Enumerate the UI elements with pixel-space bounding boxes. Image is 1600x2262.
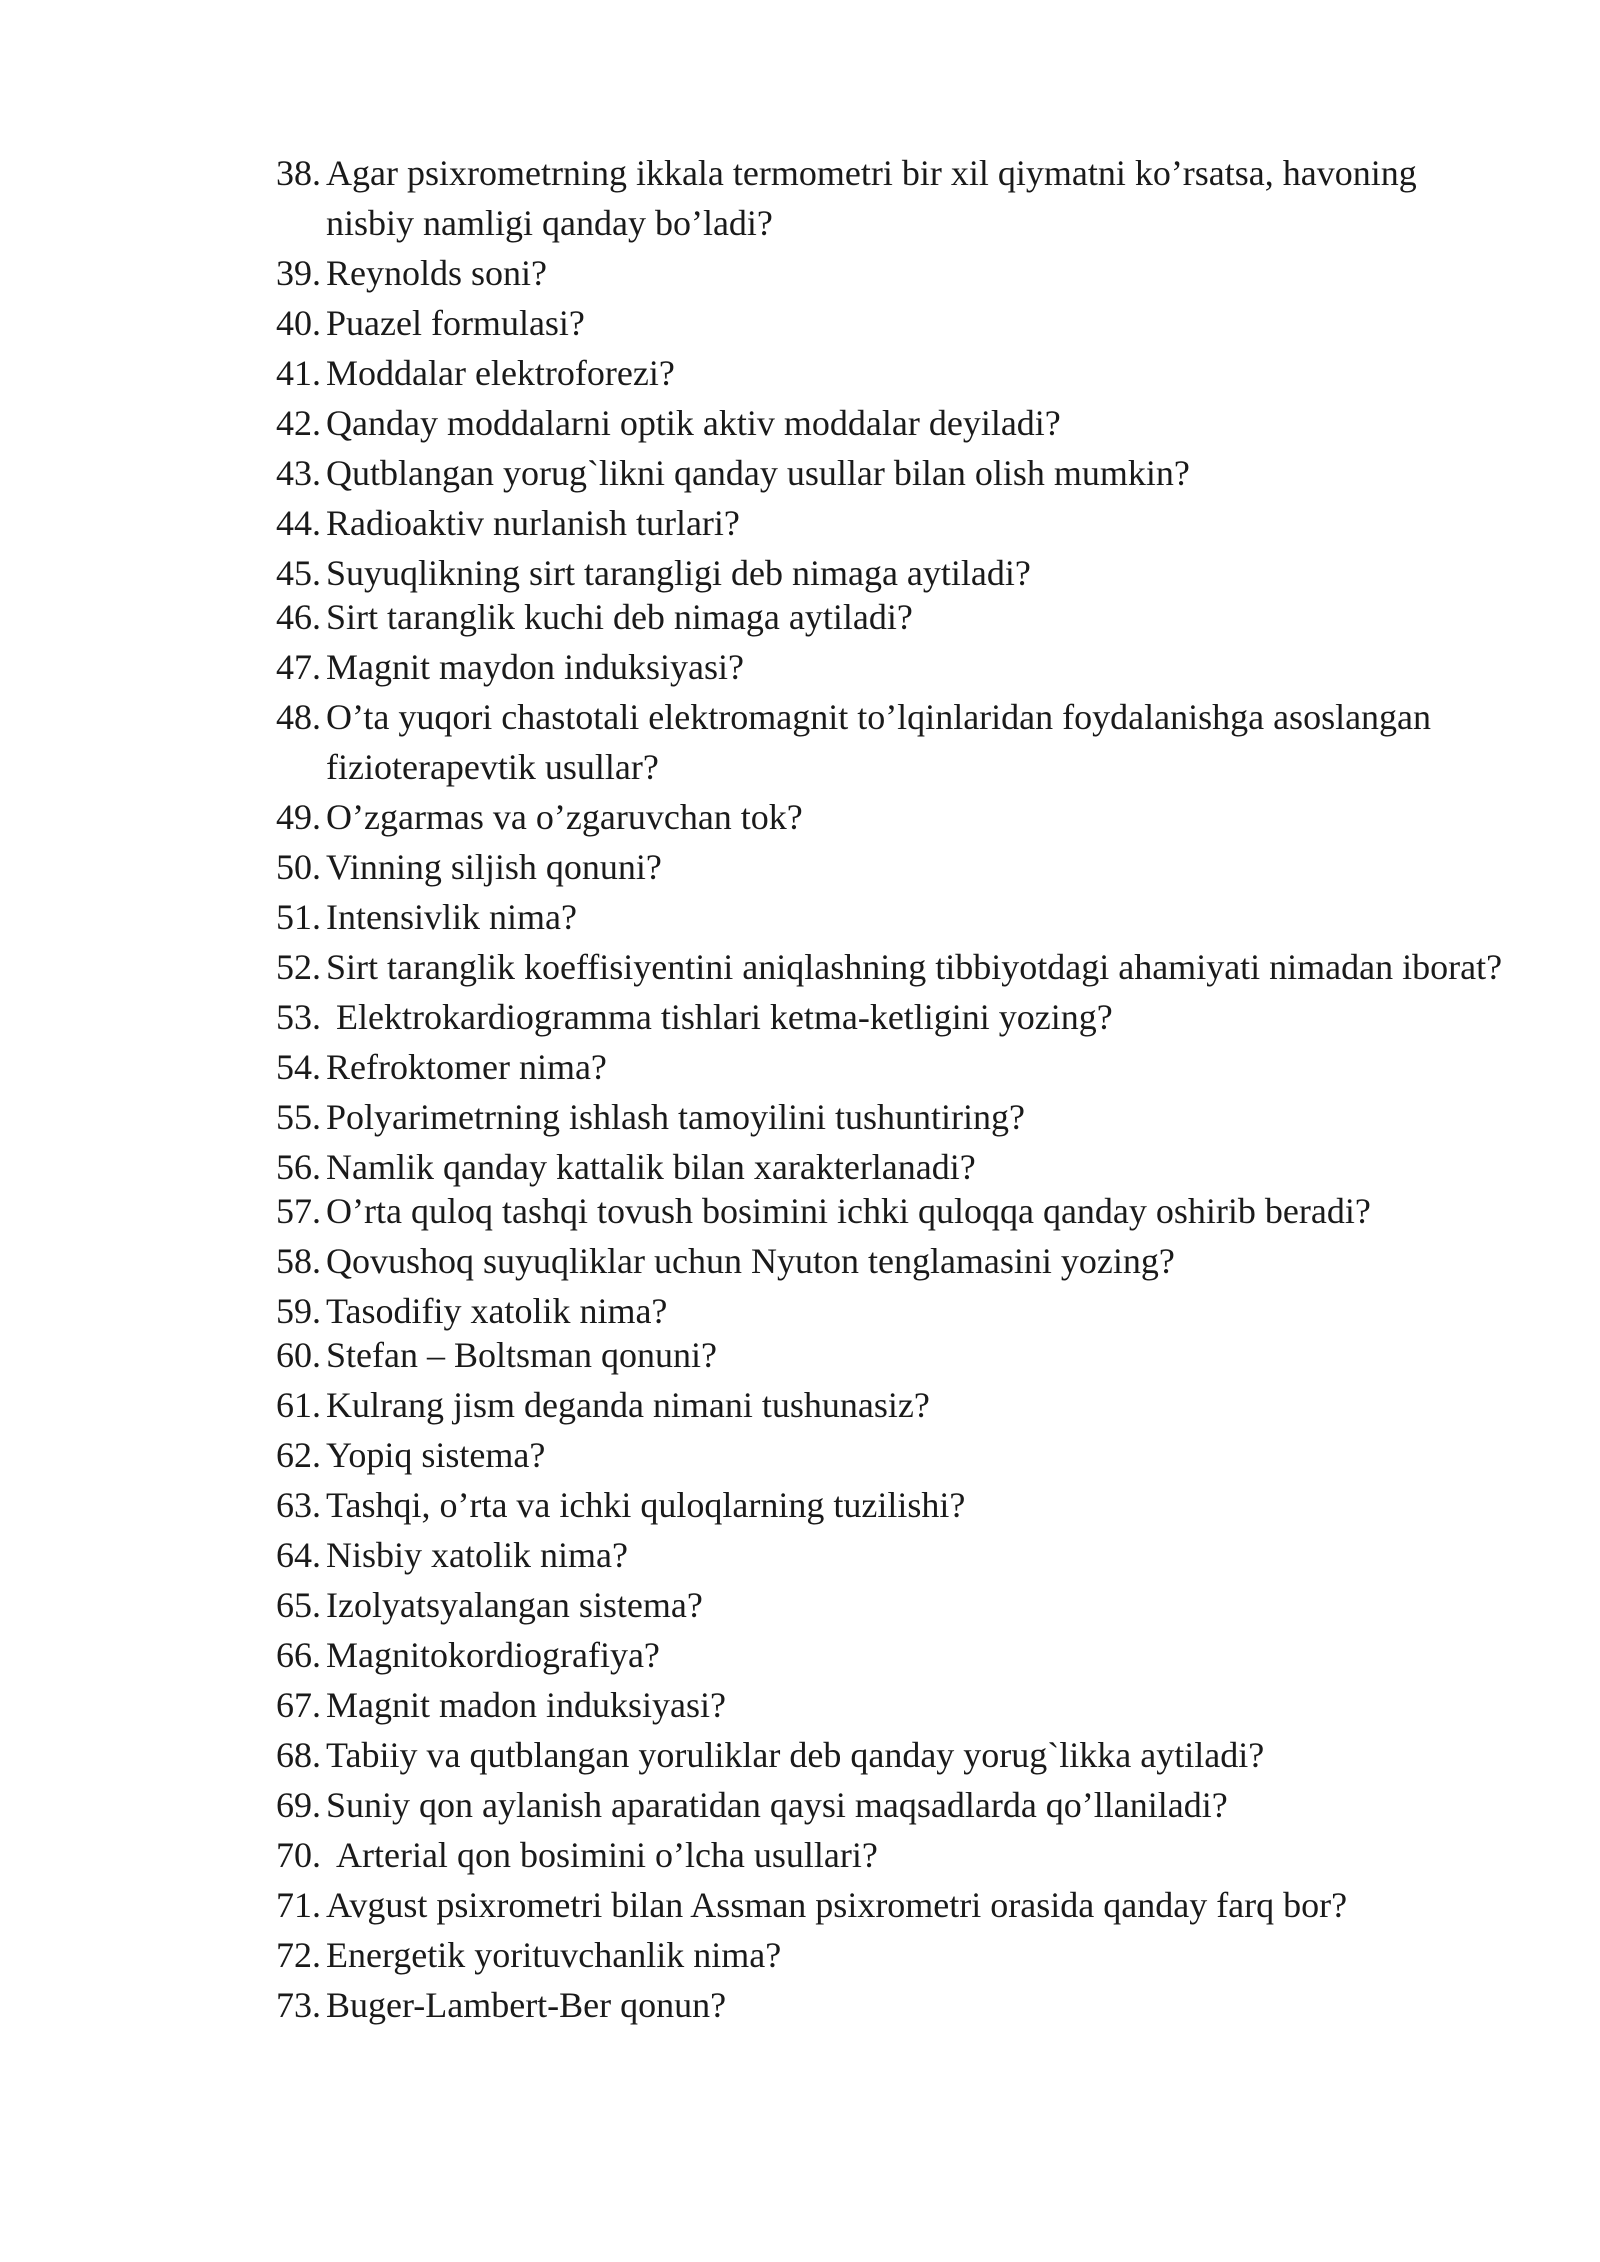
question-number: 45. <box>276 553 321 593</box>
question-text: Polyarimetrning ishlash tamoyilini tushuntiring? <box>326 1097 1025 1137</box>
question-text: Tasodifiy xatolik nima? <box>326 1291 668 1331</box>
question-number: 60. <box>276 1335 321 1375</box>
question-text: Reynolds soni? <box>326 253 547 293</box>
question-text: Stefan – Boltsman qonuni? <box>326 1335 717 1375</box>
question-text: Tashqi, o’rta va ichki quloqlarning tuzilishi? <box>326 1485 966 1525</box>
list-item <box>276 1580 1506 1630</box>
list-item <box>276 642 1506 692</box>
list-item <box>276 1330 1506 1380</box>
question-number: 67. <box>276 1685 321 1725</box>
question-number: 72. <box>276 1935 321 1975</box>
question-number: 46. <box>276 597 321 637</box>
question-text: Suyuqlikning sirt tarangligi deb nimaga aytiladi? <box>326 553 1031 593</box>
list-item <box>276 892 1506 942</box>
question-number: 63. <box>276 1485 321 1525</box>
question-number: 51. <box>276 897 321 937</box>
question-number: 47. <box>276 647 321 687</box>
question-text: Izolyatsyalangan sistema? <box>326 1585 703 1625</box>
question-number: 52. <box>276 947 321 987</box>
question-text: Qutblangan yorug`likni qanday usullar bilan olish mumkin? <box>326 453 1190 493</box>
question-text: Refroktomer nima? <box>326 1047 607 1087</box>
question-text: Agar psixrometrning ikkala termometri bir xil qiymatni ko’rsatsa, havoning nisbiy namligi qanday bo’ladi? <box>326 153 1417 243</box>
question-number: 65. <box>276 1585 321 1625</box>
list-item <box>276 498 1506 548</box>
list-item <box>276 1880 1506 1930</box>
question-number: 41. <box>276 353 321 393</box>
question-number: 66. <box>276 1635 321 1675</box>
question-number: 50. <box>276 847 321 887</box>
list-item <box>276 1480 1506 1530</box>
question-text: Energetik yorituvchanlik nima? <box>326 1935 782 1975</box>
question-text: Sirt taranglik kuchi deb nimaga aytiladi? <box>326 597 913 637</box>
list-item <box>276 1142 1506 1192</box>
list-item <box>276 298 1506 348</box>
list-item <box>276 692 1506 792</box>
list-item <box>276 992 1506 1042</box>
question-number: 49. <box>276 797 321 837</box>
question-text: Yopiq sistema? <box>326 1435 546 1475</box>
question-text: Nisbiy xatolik nima? <box>326 1535 628 1575</box>
question-number: 48. <box>276 697 321 737</box>
list-item <box>276 448 1506 498</box>
list-item <box>276 548 1506 598</box>
question-text: Buger-Lambert-Ber qonun? <box>326 1985 727 2025</box>
list-item <box>276 248 1506 298</box>
question-text: Kulrang jism deganda nimani tushunasiz? <box>326 1385 930 1425</box>
list-item <box>276 1830 1506 1880</box>
question-number: 38. <box>276 153 321 193</box>
question-text: Avgust psixrometri bilan Assman psixrometri orasida qanday farq bor? <box>326 1885 1348 1925</box>
list-item <box>276 148 1506 248</box>
list-item <box>276 1630 1506 1680</box>
list-item <box>276 1680 1506 1730</box>
question-number: 61. <box>276 1385 321 1425</box>
question-number: 55. <box>276 1097 321 1137</box>
question-text: Puazel formulasi? <box>326 303 585 343</box>
question-number: 73. <box>276 1985 321 2025</box>
question-text: Intensivlik nima? <box>326 897 577 937</box>
list-item <box>276 1236 1506 1286</box>
question-text: Vinning siljish qonuni? <box>326 847 662 887</box>
list-item <box>276 1780 1506 1830</box>
list-item <box>276 1430 1506 1480</box>
question-number: 71. <box>276 1885 321 1925</box>
question-number: 56. <box>276 1147 321 1187</box>
question-list <box>276 148 1506 2030</box>
question-text: Magnitokordiografiya? <box>326 1635 660 1675</box>
list-item <box>276 1530 1506 1580</box>
question-text: O’ta yuqori chastotali elektromagnit to’lqinlaridan foydalanishga asoslangan fizioterapevtik usullar? <box>326 697 1432 787</box>
question-text: O’rta quloq tashqi tovush bosimini ichki quloqqa qanday oshirib beradi? <box>326 1191 1371 1231</box>
question-text: Radioaktiv nurlanish turlari? <box>326 503 740 543</box>
list-item <box>276 1380 1506 1430</box>
question-text: Arterial qon bosimini o’lcha usullari? <box>336 1835 878 1875</box>
question-text: Suniy qon aylanish aparatidan qaysi maqsadlarda qo’llaniladi? <box>326 1785 1228 1825</box>
question-text: O’zgarmas va o’zgaruvchan tok? <box>326 797 803 837</box>
list-item <box>276 1980 1506 2030</box>
list-item <box>276 1930 1506 1980</box>
question-number: 58. <box>276 1241 321 1281</box>
question-text: Qovushoq suyuqliklar uchun Nyuton tenglamasini yozing? <box>326 1241 1175 1281</box>
question-number: 68. <box>276 1735 321 1775</box>
question-number: 40. <box>276 303 321 343</box>
question-number: 59. <box>276 1291 321 1331</box>
list-item <box>276 1286 1506 1336</box>
question-text: Moddalar elektroforezi? <box>326 353 675 393</box>
list-item <box>276 1730 1506 1780</box>
question-text: Sirt taranglik koeffisiyentini aniqlashning tibbiyotdagi ahamiyati nimadan iborat? <box>326 947 1503 987</box>
question-number: 57. <box>276 1191 321 1231</box>
question-text: Namlik qanday kattalik bilan xarakterlanadi? <box>326 1147 976 1187</box>
question-number: 62. <box>276 1435 321 1475</box>
question-number: 69. <box>276 1785 321 1825</box>
list-item <box>276 842 1506 892</box>
list-item <box>276 398 1506 448</box>
question-number: 39. <box>276 253 321 293</box>
question-number: 53. <box>276 997 321 1037</box>
question-number: 42. <box>276 403 321 443</box>
question-text: Magnit maydon induksiyasi? <box>326 647 744 687</box>
list-item <box>276 1092 1506 1142</box>
question-number: 43. <box>276 453 321 493</box>
question-number: 70. <box>276 1835 321 1875</box>
list-item <box>276 592 1506 642</box>
list-item <box>276 348 1506 398</box>
question-text: Elektrokardiogramma tishlari ketma-ketligini yozing? <box>336 997 1113 1037</box>
question-number: 44. <box>276 503 321 543</box>
list-item <box>276 1042 1506 1092</box>
list-item <box>276 1186 1506 1236</box>
question-text: Magnit madon induksiyasi? <box>326 1685 726 1725</box>
list-item <box>276 792 1506 842</box>
question-number: 54. <box>276 1047 321 1087</box>
question-text: Tabiiy va qutblangan yoruliklar deb qanday yorug`likka aytiladi? <box>326 1735 1265 1775</box>
question-text: Qanday moddalarni optik aktiv moddalar deyiladi? <box>326 403 1061 443</box>
list-item <box>276 942 1506 992</box>
question-number: 64. <box>276 1535 321 1575</box>
